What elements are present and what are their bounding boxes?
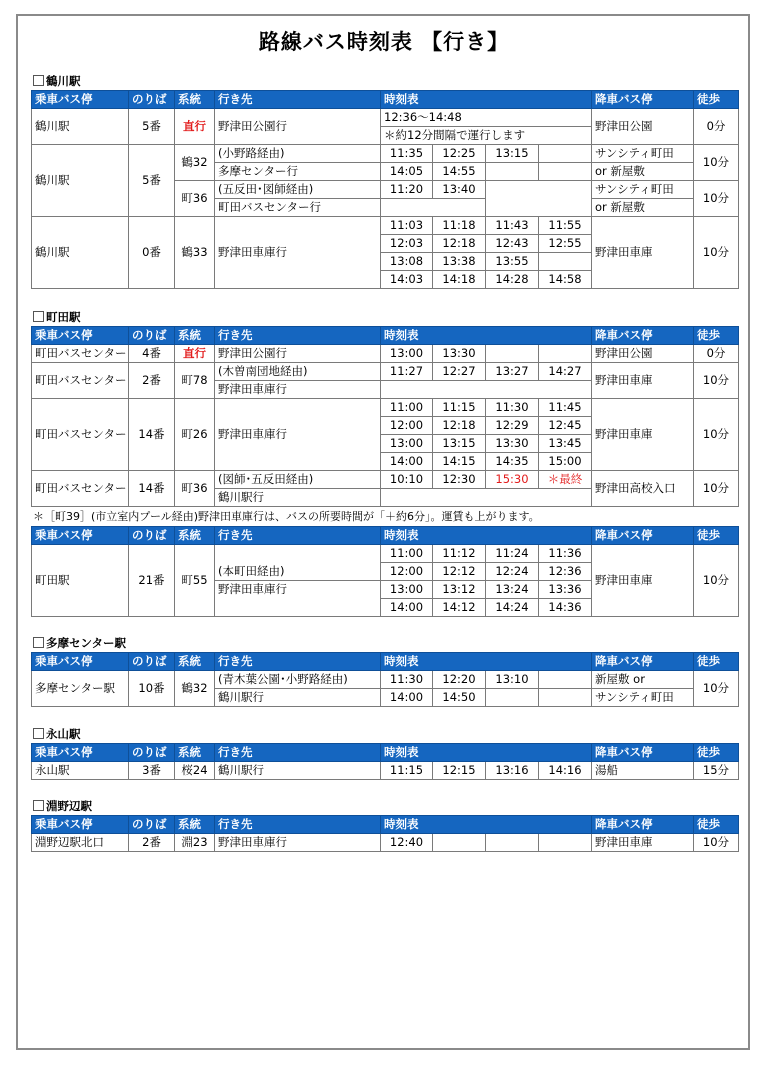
time-cell xyxy=(539,163,592,181)
header-walk: 徒歩 xyxy=(694,744,739,762)
alight-cell: 野津田公園 xyxy=(592,109,694,145)
time-cell xyxy=(486,345,539,363)
time-cell: 11:45 xyxy=(539,399,592,417)
walk-cell: 10分 xyxy=(694,671,739,707)
table-row xyxy=(32,363,739,381)
header-times: 時刻表 xyxy=(381,653,592,671)
time-cell: 11:20 xyxy=(381,181,433,199)
table-row xyxy=(32,834,739,852)
route-cell: 鶴32 xyxy=(175,671,215,707)
checkbox-icon xyxy=(33,311,44,322)
platform-cell: 14番 xyxy=(129,399,175,471)
header-dest: 行き先 xyxy=(215,527,381,545)
time-cell: 14:00 xyxy=(381,689,433,707)
header-row xyxy=(32,744,739,762)
route-cell: 町78 xyxy=(175,363,215,399)
time-cell: 12:43 xyxy=(486,235,539,253)
section-label-nagayama: 永山駅 xyxy=(33,726,81,742)
time-cell: 11:30 xyxy=(486,399,539,417)
time-cell: 13:12 xyxy=(433,581,486,599)
platform-cell: 4番 xyxy=(129,345,175,363)
stop-cell: 町田バスセンター xyxy=(32,399,129,471)
empty-cell xyxy=(381,381,592,399)
time-cell xyxy=(539,145,592,163)
stop-cell: 多摩センター駅 xyxy=(32,671,129,707)
last-bus-note: ＊最終 xyxy=(539,471,592,489)
platform-cell: 2番 xyxy=(129,834,175,852)
route-cell: 直行 xyxy=(175,345,215,363)
header-route: 系統 xyxy=(175,327,215,345)
header-route: 系統 xyxy=(175,527,215,545)
time-cell: 14:16 xyxy=(539,762,592,780)
time-cell: 11:15 xyxy=(381,762,433,780)
walk-cell: 0分 xyxy=(694,109,739,145)
dest-cell: 多摩センター行 xyxy=(215,163,381,181)
table-row xyxy=(32,109,739,127)
time-cell: 12:29 xyxy=(486,417,539,435)
timetable-nagayama xyxy=(31,743,739,780)
time-cell: 12:24 xyxy=(486,563,539,581)
stop-cell: 鶴川駅 xyxy=(32,145,129,217)
fare-note: ＊［町39］(市立室内プール経由)野津田車庫行は、バスの所要時間が「＋約6分」。運賃も上がります。 xyxy=(33,510,540,523)
checkbox-icon xyxy=(33,637,44,648)
alight-cell: 湯船 xyxy=(592,762,694,780)
alight-cell: 野津田高校入口 xyxy=(592,471,694,507)
stop-cell: 鶴川駅 xyxy=(32,217,129,289)
header-alight: 降車バス停 xyxy=(592,816,694,834)
time-cell: 12:36 xyxy=(539,563,592,581)
table-row xyxy=(32,762,739,780)
time-cell: 12:20 xyxy=(433,671,486,689)
time-cell xyxy=(433,834,486,852)
time-cell: 13:24 xyxy=(486,581,539,599)
time-cell: 14:36 xyxy=(539,599,592,617)
time-cell: 13:15 xyxy=(486,145,539,163)
route-cell: 町55 xyxy=(175,545,215,617)
header-dest: 行き先 xyxy=(215,653,381,671)
timetable-tsurukawa xyxy=(31,90,739,289)
time-cell: 13:27 xyxy=(486,363,539,381)
walk-cell: 10分 xyxy=(694,217,739,289)
time-cell: 14:27 xyxy=(539,363,592,381)
header-dest: 行き先 xyxy=(215,91,381,109)
walk-cell: 10分 xyxy=(694,471,739,507)
time-cell: 12:25 xyxy=(433,145,486,163)
header-row xyxy=(32,653,739,671)
empty-cell xyxy=(381,199,486,217)
time-cell: 13:16 xyxy=(486,762,539,780)
platform-cell: 14番 xyxy=(129,471,175,507)
header-row xyxy=(32,91,739,109)
header-dest: 行き先 xyxy=(215,744,381,762)
header-walk: 徒歩 xyxy=(694,327,739,345)
time-cell: 12:27 xyxy=(433,363,486,381)
header-platform: のりば xyxy=(129,744,175,762)
walk-cell: 10分 xyxy=(694,363,739,399)
timetable-tama xyxy=(31,652,739,707)
last-time-cell: 15:30 xyxy=(486,471,539,489)
time-cell xyxy=(539,345,592,363)
alight-cell: 新屋敷 or xyxy=(592,671,694,689)
time-cell: 13:00 xyxy=(381,435,433,453)
time-cell: 11:15 xyxy=(433,399,486,417)
time-cell: 14:00 xyxy=(381,599,433,617)
time-cell xyxy=(539,689,592,707)
dest-cell: 野津田車庫行 xyxy=(215,381,381,399)
via-cell: (本町田経由) xyxy=(215,545,381,581)
walk-cell: 10分 xyxy=(694,181,739,217)
route-cell: 鶴32 xyxy=(175,145,215,181)
time-cell: 12:55 xyxy=(539,235,592,253)
platform-cell: 0番 xyxy=(129,217,175,289)
walk-cell: 10分 xyxy=(694,545,739,617)
time-cell: 12:18 xyxy=(433,417,486,435)
platform-cell: 2番 xyxy=(129,363,175,399)
header-stop: 乗車バス停 xyxy=(32,527,129,545)
alight-cell: 野津田車庫 xyxy=(592,399,694,471)
time-cell: 11:00 xyxy=(381,545,433,563)
time-cell: 12:15 xyxy=(433,762,486,780)
platform-cell: 3番 xyxy=(129,762,175,780)
time-cell: 13:30 xyxy=(433,345,486,363)
time-cell: 13:10 xyxy=(486,671,539,689)
time-cell xyxy=(486,163,539,181)
header-alight: 降車バス停 xyxy=(592,527,694,545)
header-times: 時刻表 xyxy=(381,527,592,545)
time-cell xyxy=(539,834,592,852)
time-cell: 12:30 xyxy=(433,471,486,489)
time-cell: 13:30 xyxy=(486,435,539,453)
stop-cell: 永山駅 xyxy=(32,762,129,780)
alight-cell: 野津田公園 xyxy=(592,345,694,363)
time-cell: 14:03 xyxy=(381,271,433,289)
time-cell: 14:50 xyxy=(433,689,486,707)
header-alight: 降車バス停 xyxy=(592,744,694,762)
table-row xyxy=(32,145,739,163)
route-cell: 直行 xyxy=(175,109,215,145)
time-cell: 11:00 xyxy=(381,399,433,417)
alight-cell: サンシティ町田 xyxy=(592,145,694,163)
time-cell: 13:15 xyxy=(433,435,486,453)
time-cell: 14:35 xyxy=(486,453,539,471)
table-row xyxy=(32,545,739,563)
via-cell: (小野路経由) xyxy=(215,145,381,163)
time-cell xyxy=(486,689,539,707)
section-label-tsurukawa: 鶴川駅 xyxy=(33,73,81,89)
header-times: 時刻表 xyxy=(381,816,592,834)
header-dest: 行き先 xyxy=(215,816,381,834)
dest-cell: 鶴川駅行 xyxy=(215,489,381,507)
section-label-fuchinobe: 淵野辺駅 xyxy=(33,798,92,814)
time-cell: 11:55 xyxy=(539,217,592,235)
time-cell: 14:58 xyxy=(539,271,592,289)
header-walk: 徒歩 xyxy=(694,653,739,671)
dest-cell: 野津田車庫行 xyxy=(215,399,381,471)
platform-cell: 21番 xyxy=(129,545,175,617)
timetable-machida xyxy=(31,326,739,507)
time-cell: 11:30 xyxy=(381,671,433,689)
via-cell: (五反田･図師経由) xyxy=(215,181,381,199)
platform-cell: 10番 xyxy=(129,671,175,707)
checkbox-icon xyxy=(33,800,44,811)
walk-cell: 15分 xyxy=(694,762,739,780)
time-cell: 11:12 xyxy=(433,545,486,563)
time-cell: 12:18 xyxy=(433,235,486,253)
empty-cell xyxy=(381,489,592,507)
time-cell xyxy=(539,253,592,271)
stop-cell: 町田バスセンター xyxy=(32,471,129,507)
route-cell: 町36 xyxy=(175,181,215,217)
table-row xyxy=(32,345,739,363)
stop-cell: 町田バスセンター xyxy=(32,363,129,399)
table-row xyxy=(32,471,739,489)
via-cell: (青木葉公園･小野路経由) xyxy=(215,671,381,689)
dest-cell: 野津田公園行 xyxy=(215,109,381,145)
header-stop: 乗車バス停 xyxy=(32,816,129,834)
header-route: 系統 xyxy=(175,744,215,762)
header-alight: 降車バス停 xyxy=(592,653,694,671)
header-platform: のりば xyxy=(129,327,175,345)
dest-cell: 鶴川駅行 xyxy=(215,689,381,707)
time-cell: 11:24 xyxy=(486,545,539,563)
time-cell: 12:12 xyxy=(433,563,486,581)
time-cell: 13:55 xyxy=(486,253,539,271)
header-alight: 降車バス停 xyxy=(592,91,694,109)
via-cell: (木曽南団地経由) xyxy=(215,363,381,381)
header-row xyxy=(32,327,739,345)
via-cell: (図師･五反田経由) xyxy=(215,471,381,489)
time-cell: 15:00 xyxy=(539,453,592,471)
time-cell: 14:55 xyxy=(433,163,486,181)
time-cell: 14:24 xyxy=(486,599,539,617)
alight-cell: サンシティ町田 xyxy=(592,181,694,199)
time-cell: 11:03 xyxy=(381,217,433,235)
time-cell: 11:43 xyxy=(486,217,539,235)
header-walk: 徒歩 xyxy=(694,91,739,109)
header-stop: 乗車バス停 xyxy=(32,744,129,762)
timetable-fuchinobe xyxy=(31,815,739,852)
table-row xyxy=(32,399,739,417)
platform-cell: 5番 xyxy=(129,145,175,217)
time-cell: 12:45 xyxy=(539,417,592,435)
time-cell: 14:05 xyxy=(381,163,433,181)
time-cell: 13:00 xyxy=(381,345,433,363)
walk-cell: 10分 xyxy=(694,145,739,181)
time-cell: 12:00 xyxy=(381,417,433,435)
walk-cell: 0分 xyxy=(694,345,739,363)
time-range-cell: 12:36〜14:48 xyxy=(381,109,592,127)
header-row xyxy=(32,527,739,545)
alight-cell: 野津田車庫 xyxy=(592,834,694,852)
route-cell: 鶴33 xyxy=(175,217,215,289)
checkbox-icon xyxy=(33,728,44,739)
stop-cell: 鶴川駅 xyxy=(32,109,129,145)
route-cell: 淵23 xyxy=(175,834,215,852)
time-cell: 14:28 xyxy=(486,271,539,289)
time-cell xyxy=(539,671,592,689)
dest-cell: 鶴川駅行 xyxy=(215,762,381,780)
route-cell: 町36 xyxy=(175,471,215,507)
time-cell: 14:15 xyxy=(433,453,486,471)
time-cell: 13:36 xyxy=(539,581,592,599)
header-walk: 徒歩 xyxy=(694,527,739,545)
section-label-machida: 町田駅 xyxy=(33,309,81,325)
stop-cell: 淵野辺駅北口 xyxy=(32,834,129,852)
timetable-machida-station xyxy=(31,526,739,617)
checkbox-icon xyxy=(33,75,44,86)
empty-cell xyxy=(486,181,592,217)
time-cell: 10:10 xyxy=(381,471,433,489)
time-cell: 11:18 xyxy=(433,217,486,235)
table-row xyxy=(32,671,739,689)
time-cell: 14:00 xyxy=(381,453,433,471)
stop-cell: 町田駅 xyxy=(32,545,129,617)
dest-cell: 野津田車庫行 xyxy=(215,581,381,617)
walk-cell: 10分 xyxy=(694,399,739,471)
section-label-tama: 多摩センター駅 xyxy=(33,635,126,651)
header-platform: のりば xyxy=(129,527,175,545)
dest-cell: 町田バスセンター行 xyxy=(215,199,381,217)
header-platform: のりば xyxy=(129,91,175,109)
alight-cell: or 新屋敷 xyxy=(592,163,694,181)
time-cell: 13:08 xyxy=(381,253,433,271)
dest-cell: 野津田公園行 xyxy=(215,345,381,363)
time-cell: 13:00 xyxy=(381,581,433,599)
alight-cell: 野津田車庫 xyxy=(592,217,694,289)
stop-cell: 町田バスセンター xyxy=(32,345,129,363)
alight-cell: 野津田車庫 xyxy=(592,363,694,399)
dest-cell: 野津田車庫行 xyxy=(215,834,381,852)
time-cell: 13:38 xyxy=(433,253,486,271)
header-stop: 乗車バス停 xyxy=(32,653,129,671)
header-platform: のりば xyxy=(129,816,175,834)
page-title: 路線バス時刻表 【行き】 xyxy=(258,30,510,54)
platform-cell: 5番 xyxy=(129,109,175,145)
header-alight: 降車バス停 xyxy=(592,327,694,345)
header-route: 系統 xyxy=(175,816,215,834)
time-cell: 13:45 xyxy=(539,435,592,453)
header-route: 系統 xyxy=(175,91,215,109)
header-platform: のりば xyxy=(129,653,175,671)
time-cell: 11:36 xyxy=(539,545,592,563)
header-dest: 行き先 xyxy=(215,327,381,345)
header-route: 系統 xyxy=(175,653,215,671)
header-times: 時刻表 xyxy=(381,91,592,109)
time-cell: 14:18 xyxy=(433,271,486,289)
walk-cell: 10分 xyxy=(694,834,739,852)
time-cell: 11:35 xyxy=(381,145,433,163)
time-cell xyxy=(486,834,539,852)
header-walk: 徒歩 xyxy=(694,816,739,834)
time-cell: 12:03 xyxy=(381,235,433,253)
interval-note: ＊約12分間隔で運行します xyxy=(381,127,592,145)
header-times: 時刻表 xyxy=(381,327,592,345)
table-row xyxy=(32,217,739,235)
route-cell: 町26 xyxy=(175,399,215,471)
dest-cell: 野津田車庫行 xyxy=(215,217,381,289)
time-cell: 12:00 xyxy=(381,563,433,581)
time-cell: 13:40 xyxy=(433,181,486,199)
header-stop: 乗車バス停 xyxy=(32,327,129,345)
route-cell: 桜24 xyxy=(175,762,215,780)
alight-cell: サンシティ町田 xyxy=(592,689,694,707)
header-stop: 乗車バス停 xyxy=(32,91,129,109)
alight-cell: 野津田車庫 xyxy=(592,545,694,617)
alight-cell: or 新屋敷 xyxy=(592,199,694,217)
header-row xyxy=(32,816,739,834)
time-cell: 14:12 xyxy=(433,599,486,617)
time-cell: 11:27 xyxy=(381,363,433,381)
time-cell: 12:40 xyxy=(381,834,433,852)
header-times: 時刻表 xyxy=(381,744,592,762)
